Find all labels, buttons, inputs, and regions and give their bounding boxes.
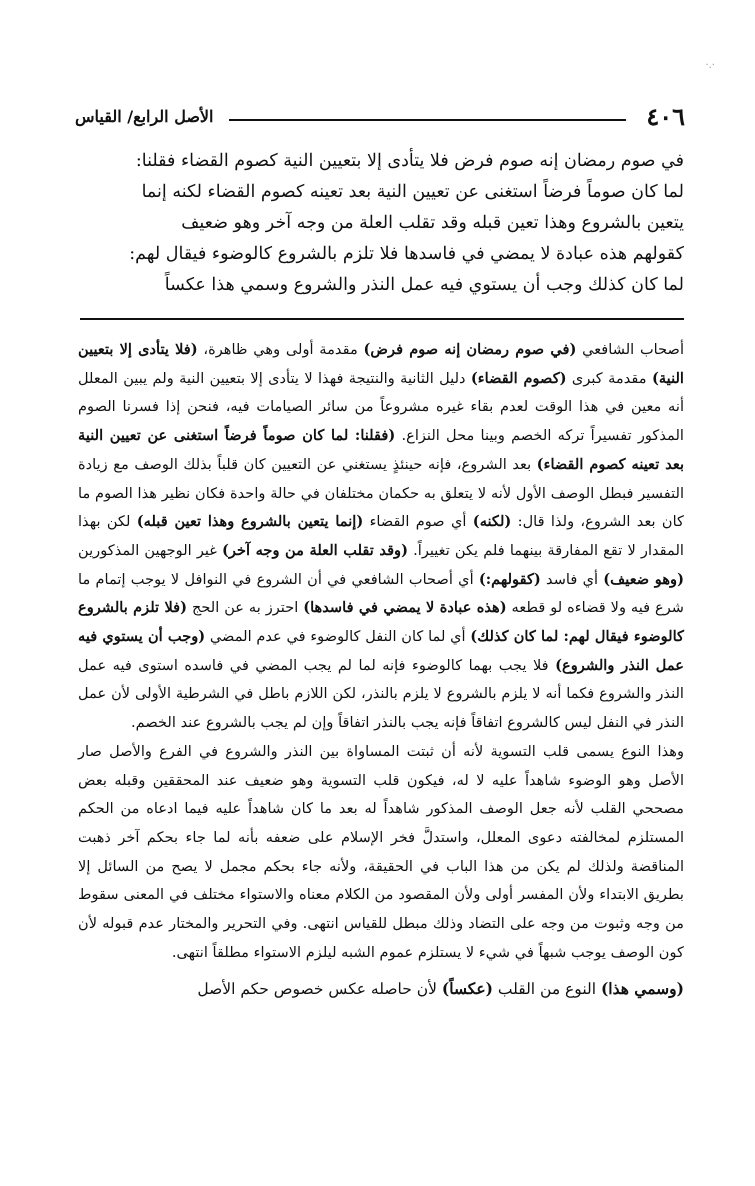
quoted-text: (وجب أن يستوي فيه عمل النذر والشروع) — [78, 628, 684, 674]
quoted-text: (وقد تقلب العلة من وجه آخر) — [222, 541, 409, 559]
quoted-text: (فلا تلزم بالشروع كالوضوء فيقال لهم: لما كان كذلك) — [78, 599, 685, 646]
quoted-text: (عكساً) — [441, 979, 493, 999]
commentary-span: احترز به عن الحج — [187, 599, 304, 617]
commentary-span: بعد الشروع، فإنه حينئذٍ يستغني عن التعيين كان قلباً بذلك الوصف مع زيادة التفسير فبطل الوصف الأول لأنه لا يتعلق به حكمان مختلفان في حالة واحدة فكان نظير هذا الصوم ما كان بعد الشروع، ولذا قال: — [78, 455, 684, 531]
quoted-text: (هذه عبادة لا يمضي في فاسدها) — [303, 599, 507, 617]
quoted-text: (فقلنا: لما كان صوماً فرضاً استغنى عن تعيين النية بعد تعينه كصوم القضاء) — [78, 427, 685, 473]
commentary-span: فلا يجب بهما كالوضوء فإنه لما لم يجب المضي في فاسده استوى فيه عمل النذر والشروع فكما أنه لا يلزم بالشروع لا يلزم بالنذر، لكن اللازم باطل في الشرطية الأولى لأن عمل النذر في النفل ليس كالشروع اتفاقاً فإنه يجب بالنذر اتفاقاً وإن لم يجب بالشروع عند الخصم. — [78, 656, 684, 732]
commentary-text — [78, 336, 684, 1004]
commentary-span: أي أصحاب الشافعي في أن الشروع في النوافل لا يوجب إتمام ما شرع فيه ولا قضاءه لو قطعه — [78, 570, 685, 617]
main-text-line: لما كان كذلك وجب أن يستوي فيه عمل النذر والشروع وسمي هذا عكساً — [164, 275, 684, 295]
commentary-span: دليل الثانية والنتيجة فهذا لا يتأدى إلا بتعيين النية ولم يبين المعلل أنه معين في هذا الوقت لعدم بقاء غيره مشروعاً من سائر الصيامات فيه، فنحن إذا فسرنا الصوم المذكور تفسيراً تركه الخصم وبينا محل النزاع. — [78, 369, 684, 445]
quoted-text: (وسمي هذا) — [600, 979, 684, 999]
quoted-text: (لكنه) — [472, 513, 512, 531]
commentary-span: أي لما كان النفل كالوضوء في عدم المضي — [205, 628, 471, 646]
quoted-text: (كقولهم:) — [478, 570, 541, 588]
commentary-paragraph — [78, 975, 684, 1004]
main-text-line: يتعين بالشروع وهذا تعين قبله وقد تقلب العلة من وجه آخر وهو ضعيف — [181, 213, 684, 233]
commentary-span: لأن حاصله عكس خصوص حكم الأصل — [197, 980, 442, 999]
commentary-span: مقدمة كبرى — [566, 369, 652, 387]
page-header — [75, 96, 685, 136]
corner-scan-mark: ·.· — [705, 60, 715, 71]
page-number: ٤٠٦ — [646, 101, 685, 131]
commentary-span: أصحاب الشافعي — [576, 341, 684, 358]
commentary-span: مقدمة أولى وهي ظاهرة، — [197, 341, 364, 358]
commentary-paragraph — [78, 336, 684, 738]
running-title: الأصل الرابع/ القياس — [75, 106, 214, 126]
main-text-line: في صوم رمضان إنه صوم فرض فلا يتأدى إلا بتعيين النية كصوم القضاء فقلنا: — [135, 151, 684, 171]
main-text-line: لما كان صوماً فرضاً استغنى عن تعيين النية بعد تعينه كصوم القضاء لكنه إنما — [141, 182, 684, 202]
quoted-text: (في صوم رمضان إنه صوم فرض) — [363, 341, 577, 358]
quoted-text: (كصوم القضاء) — [470, 369, 567, 387]
quoted-text: (فلا يتأدى إلا بتعيين النية) — [78, 341, 684, 387]
section-divider — [80, 318, 684, 320]
commentary-paragraph: وهذا النوع يسمى قلب التسوية لأنه أن ثبتت المساواة بين النذر والشروع في الفرع والأصل صار الأصل وهو الوضوء شاهداً عليه لا له، فيكون قلب التسوية وهو ضعيف عند المحققين وقبله بعض مصححي القلب لأنه جعل الوصف المذكور شاهداً له بعد ما كان شاهداً عليه فيما ادعاه من الحكم المستلزم لمخالفته دعوى المعلل، واستدلَّ فخر الإسلام على ضعفه بأنه لما جاء بحكم آخر ذهبت المناقضة ولذلك لم يكن من هذا الباب في الحقيقة، ولأنه جاء بحكم مجمل لا يصح من السائل إلا بطريق الابتداء ولأن المفسر أولى ولأن المقصود من الكلام معناه والاستواء مختلف في المعنى سقوط من وجه وثبوت من وجه على التضاد وذلك مبطل للقياس انتهى. وفي التحرير والمختار عدم قبوله لأن كون الوصف يوجب شبهاً في شيء لا يستلزم عموم الشبه ليلزم الاستواء مطلقاً انتهى. — [78, 742, 684, 961]
commentary-span: لكن بهذا المقدار لا تقع المفارقة بينهما فلم يكن تغييراً. — [78, 513, 684, 559]
quoted-text: (إنما يتعين بالشروع وهذا تعين قبله) — [136, 513, 364, 531]
commentary-span: النوع من القلب — [492, 980, 601, 999]
commentary-span: أي فاسد — [540, 570, 604, 588]
main-text-line: كقولهم هذه عبادة لا يمضي في فاسدها فلا تلزم بالشروع كالوضوء فيقال لهم: — [129, 244, 684, 264]
main-text — [78, 146, 684, 301]
commentary-span: غير الوجهين المذكورين — [78, 541, 223, 559]
header-rule — [229, 119, 626, 121]
commentary-span: أي صوم القضاء — [363, 513, 473, 531]
quoted-text: (وهو ضعيف) — [603, 570, 684, 588]
